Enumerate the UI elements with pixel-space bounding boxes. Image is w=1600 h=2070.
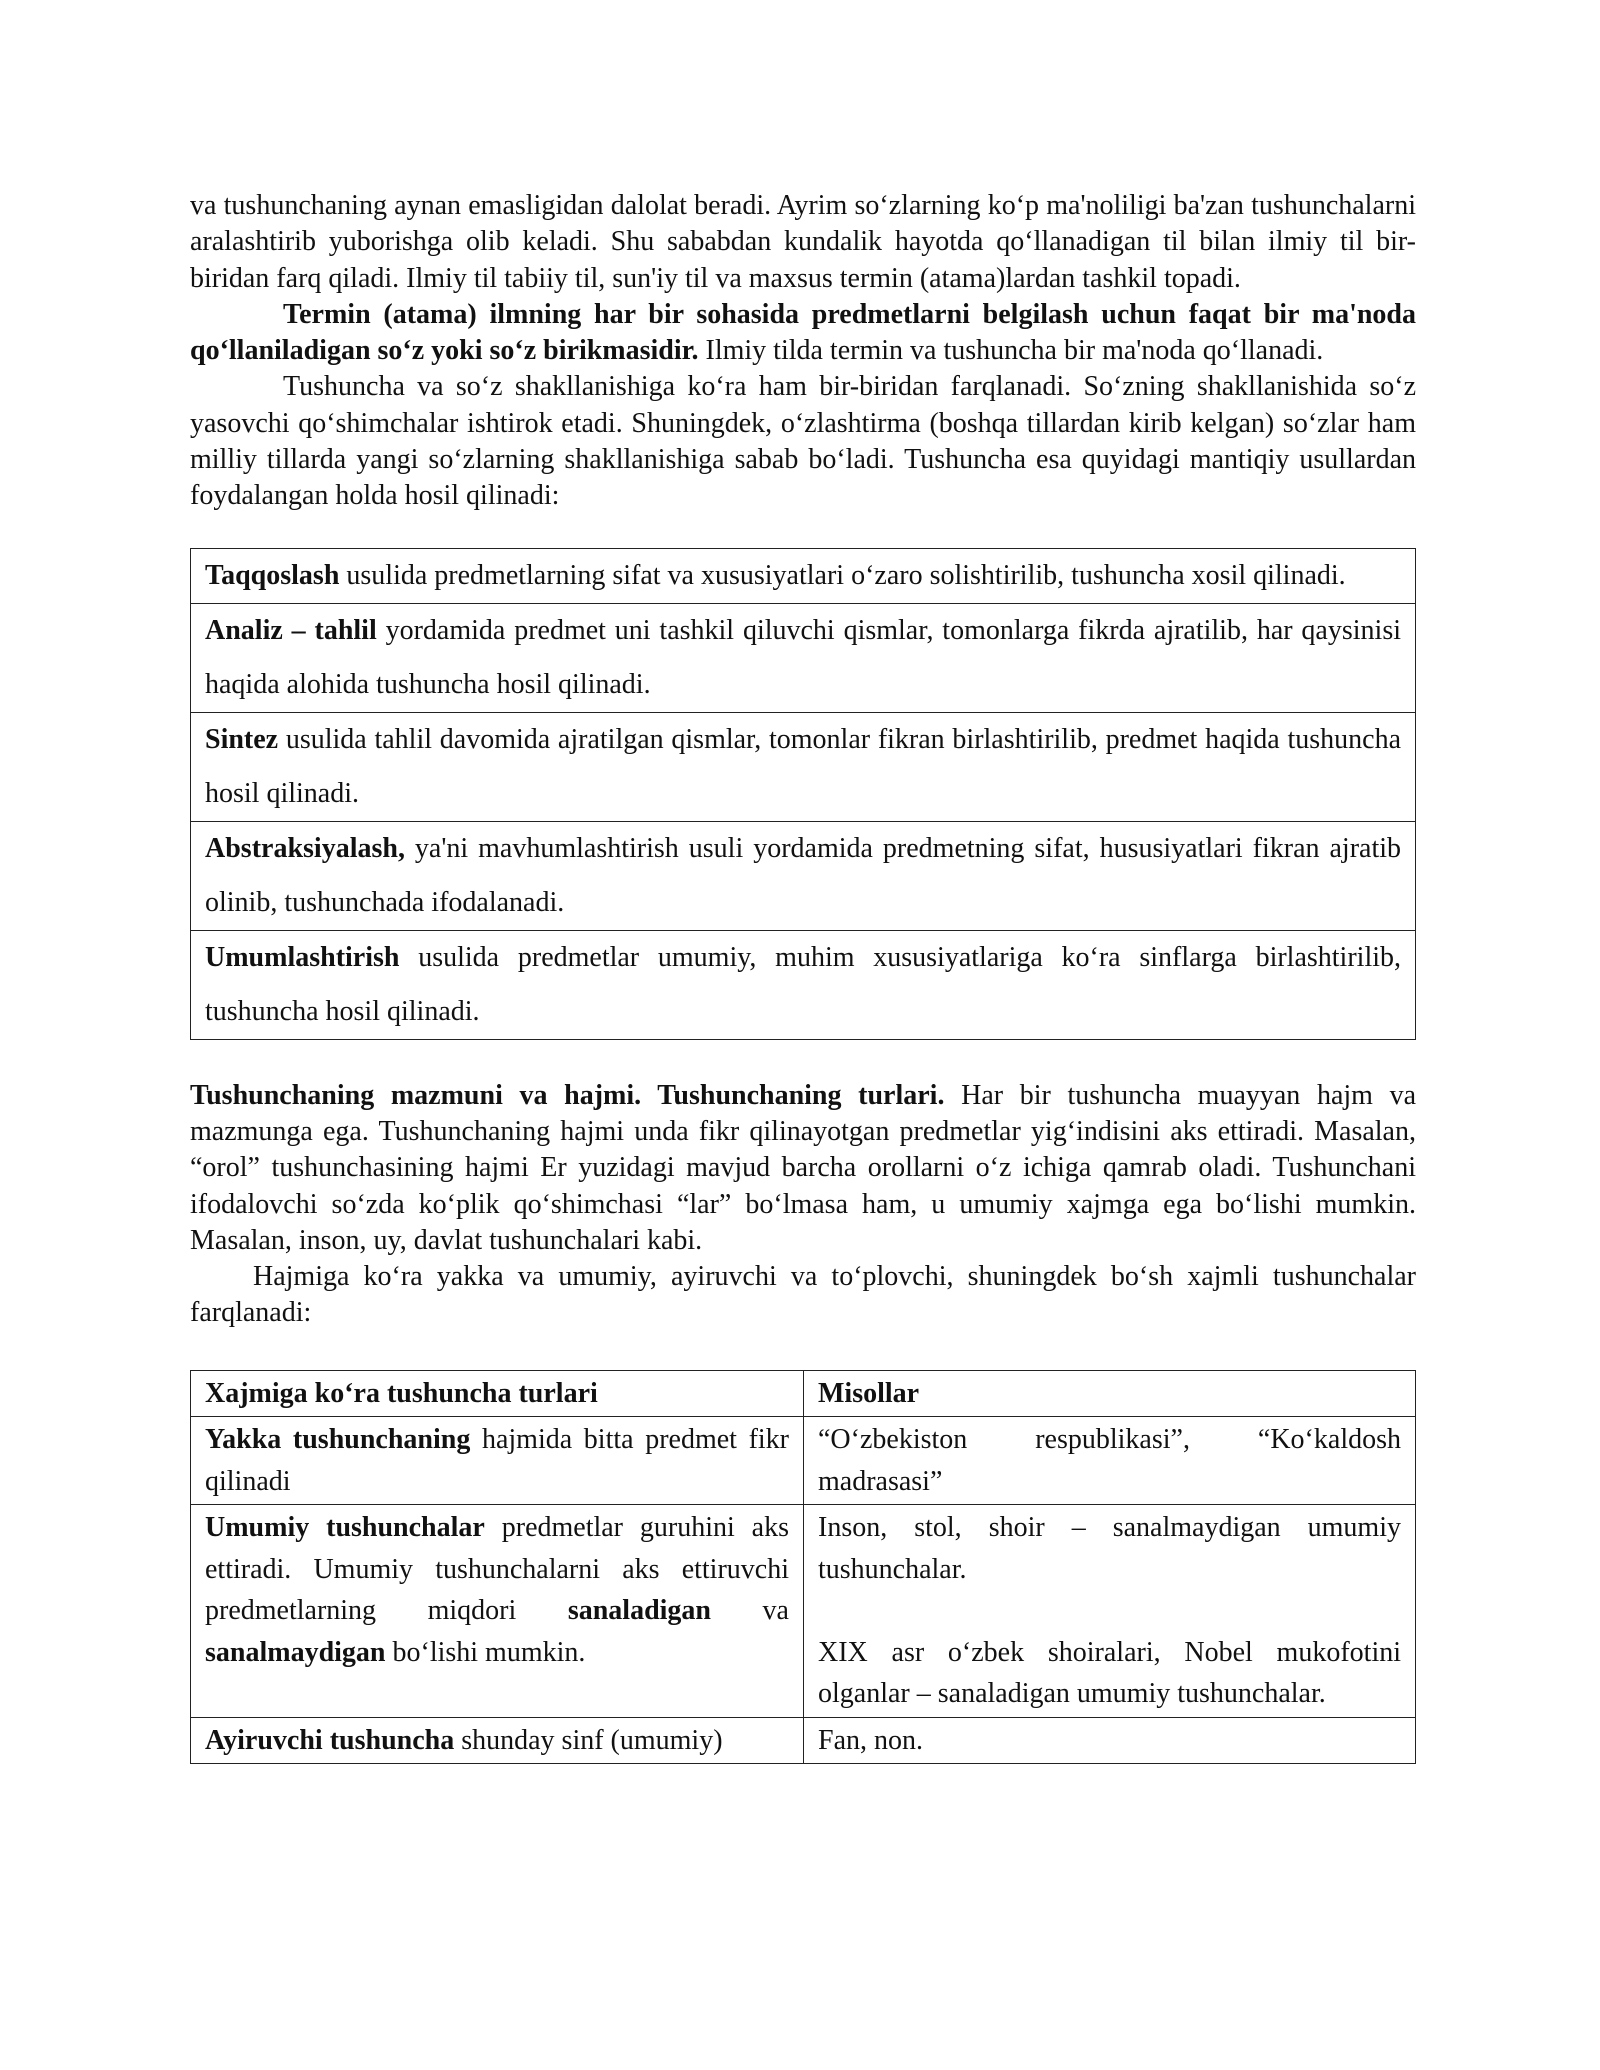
- type-text: hajmida bitta predmet fikr qilinadi: [205, 1424, 790, 1497]
- type-term: Yakka tushunchaning: [205, 1424, 471, 1456]
- method-term: Abstraksiyalash,: [205, 832, 405, 864]
- type-term: Umumiy tushunchalar: [205, 1512, 485, 1544]
- type-text: bo‘lishi mumkin.: [385, 1636, 586, 1668]
- header-types: Xajmiga ko‘ra tushuncha turlari: [191, 1370, 804, 1417]
- paragraph-volume-types: Hajmiga ko‘ra yakka va umumiy, ayiruvchi va to‘plovchi, shuningdek bo‘sh xajmli tushunchalar farqlanadi:: [190, 1261, 1416, 1329]
- table-row: [191, 1505, 1416, 1718]
- table-row: [191, 603, 1416, 712]
- method-text: usulida predmetlar umumiy, muhim xususiyatlariga ko‘ra sinflarga birlashtirilib, tushuncha hosil qilinadi.: [205, 941, 1401, 1027]
- example-text: XIX asr o‘zbek shoiralari, Nobel mukofotini olganlar – sanaladigan umumiy tushunchalar.: [818, 1636, 1401, 1710]
- table-row: [191, 548, 1416, 603]
- document-page: [190, 188, 1416, 1764]
- type-text: va: [711, 1595, 789, 1627]
- header-examples: Misollar: [804, 1370, 1416, 1417]
- example-cell: Fan, non.: [804, 1717, 1416, 1764]
- method-cell: [191, 712, 1416, 821]
- termin-note: Ilmiy tilda termin va tushuncha bir ma'noda qo‘llanadi.: [698, 335, 1324, 367]
- method-term: Analiz – tahlil: [205, 614, 377, 646]
- table-row: [191, 930, 1416, 1039]
- example-cell: “O‘zbekiston respublikasi”, “Ko‘kaldosh madrasasi”: [804, 1417, 1416, 1505]
- concept-types-table: [190, 1370, 1416, 1765]
- example-text: Inson, stol, shoir – sanalmaydigan umumiy tushunchalar.: [818, 1512, 1401, 1585]
- type-cell: [191, 1417, 804, 1505]
- type-cell: [191, 1717, 804, 1764]
- termin-definition: Termin (atama) ilmning har bir sohasida predmetlarni belgilash uchun faqat bir ma'noda qo‘llaniladigan so‘z yoki so‘z birikmasidir.: [190, 298, 1416, 367]
- table-header-row: [191, 1370, 1416, 1417]
- example-cell: [804, 1505, 1416, 1718]
- paragraph-intro: va tushunchaning aynan emasligidan dalolat beradi. Ayrim so‘zlarning ko‘p ma'noliligi ba'zan tushunchalarni aralashtirib yuborishga olib keladi. Shu sababdan kundalik hayotda qo‘llanadigan til bilan ilmiy til bir-biridan farq qiladi. Ilmiy til tabiiy til, sun'iy til va maxsus termin (atama)lardan tashkil topadi.: [190, 190, 1416, 294]
- method-text: yordamida predmet uni tashkil qiluvchi qismlar, tomonlarga fikrda ajratilib, har qaysinisi haqida alohida tushuncha hosil qilinadi.: [205, 614, 1401, 700]
- paragraph-content-volume: [190, 1078, 1416, 1259]
- paragraph-formation: Tushuncha va so‘z shakllanishiga ko‘ra ham bir-biridan farqlanadi. So‘zning shakllanishida so‘z yasovchi qo‘shimchalar ishtirok etadi. Shuningdek, o‘zlashtirma (boshqa tillardan kirib kelgan) so‘zlar ham milliy tillarda yangi so‘zlarning shakllanishiga sabab bo‘ladi. Tushuncha esa quyidagi mantiqiy usullardan foydalangan holda hosil qilinadi:: [190, 371, 1416, 512]
- type-text: predmetlar guruhini aks ettiradi. Umumiy tushunchalarni aks ettiruvchi predmetlarning miqdori: [205, 1512, 790, 1627]
- type-term: Ayiruvchi tushuncha: [205, 1724, 455, 1756]
- method-cell: [191, 548, 1416, 603]
- type-cell: [191, 1505, 804, 1718]
- methods-table: [190, 548, 1416, 1040]
- method-term: Umumlashtirish: [205, 941, 400, 973]
- method-text: ya'ni mavhumlashtirish usuli yordamida predmetning sifat, hususiyatlari fikran ajratib olinib, tushunchada ifodalanadi.: [205, 832, 1401, 918]
- method-cell: [191, 603, 1416, 712]
- method-cell: [191, 930, 1416, 1039]
- type-bold-countable: sanaladigan: [567, 1595, 711, 1627]
- type-bold-uncountable: sanalmaydigan: [205, 1636, 386, 1668]
- section-heading: Tushunchaning mazmuni va hajmi. Tushunchaning turlari.: [190, 1079, 945, 1111]
- method-text: usulida predmetlarning sifat va xususiyatlari o‘zaro solishtirilib, tushuncha xosil qilinadi.: [339, 559, 1346, 591]
- table-row: [191, 1717, 1416, 1764]
- spacer: [818, 1590, 1401, 1632]
- table-row: [191, 821, 1416, 930]
- table-row: [191, 712, 1416, 821]
- section-text: Har bir tushuncha muayyan hajm va mazmunga ega. Tushunchaning hajmi unda fikr qilinayotgan predmetlar yig‘indisini aks ettiradi. Masalan, “orol” tushunchasining hajmi Er yuzidagi mavjud barcha orollarni o‘z ichiga qamrab oladi. Tushunchani ifodalovchi so‘zda ko‘plik qo‘shimchasi “lar” bo‘lmasa ham, u umumiy xajmga ega bo‘lishi mumkin. Masalan, inson, uy, davlat tushunchalari kabi.: [190, 1079, 1417, 1256]
- type-text: shunday sinf (umumiy): [454, 1724, 723, 1756]
- method-term: Sintez: [205, 723, 279, 755]
- paragraph-termin: [190, 297, 1416, 370]
- method-cell: [191, 821, 1416, 930]
- method-term: Taqqoslash: [205, 559, 340, 591]
- table-row: [191, 1417, 1416, 1505]
- method-text: usulida tahlil davomida ajratilgan qismlar, tomonlar fikran birlashtirilib, predmet haqida tushuncha hosil qilinadi.: [205, 723, 1401, 809]
